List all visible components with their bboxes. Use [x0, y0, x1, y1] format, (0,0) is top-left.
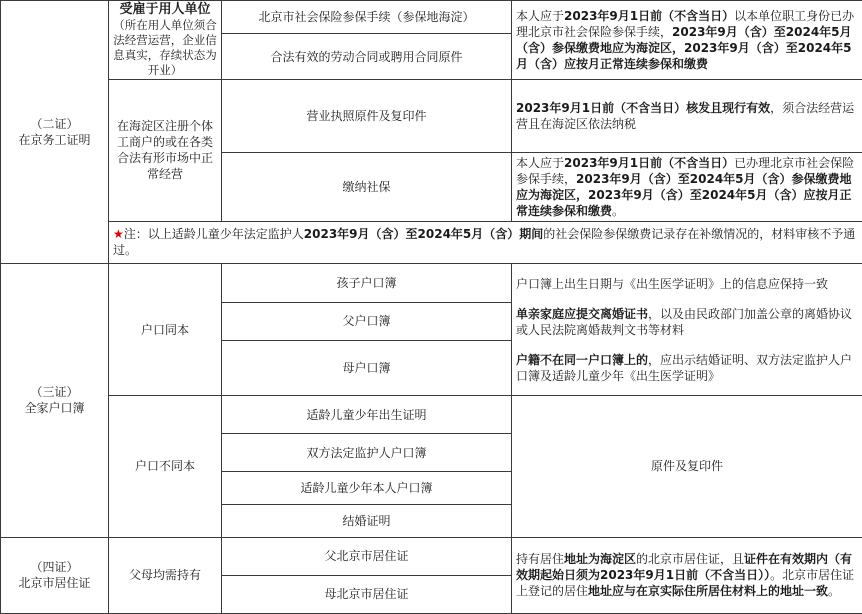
- material-marriage-cert: 结婚证明: [222, 504, 512, 537]
- material-social-insurance: 北京市社会保险参保手续（参保地海淀）: [222, 1, 512, 34]
- material-father-register: 父户口簿: [222, 302, 512, 340]
- same-register-requirement: 户口簿上出生日期与《出生医学证明》上的信息应保持一致 单亲家庭应提交离婚证书，以及由民政部门加盖公章的离婚协议或人民法院离婚裁判文书等材料 户籍不在同一户口簿上的，应出示结婚证明、双方法定监护人户口簿及适龄儿童少年《出生医学证明》: [512, 263, 862, 395]
- different-register-requirement: 原件及复印件: [512, 396, 862, 537]
- same-register-category: 户口同本: [109, 263, 222, 395]
- red-star-icon: ★: [113, 227, 124, 242]
- material-social-security: 缴纳社保: [222, 153, 512, 221]
- employer-requirement: 本人应于2023年9月1日前（不含当日）以本单位职工身份已办理北京市社会保险参保手续，2023年9月（含）至2024年5月（含）参保缴费地应为海淀区，2023年9月（含）至2024年5月（含）应按月正常连续参保和缴费: [512, 1, 862, 80]
- material-mother-register: 母户口簿: [222, 341, 512, 396]
- material-business-license: 营业执照原件及复印件: [222, 80, 512, 153]
- different-register-category: 户口不同本: [109, 396, 222, 537]
- material-child-own-register: 适龄儿童少年本人户口簿: [222, 472, 512, 504]
- section-work-proof-label: （二证） 在京务工证明: [1, 1, 109, 264]
- material-guardians-register: 双方法定监护人户口簿: [222, 434, 512, 472]
- material-child-birth-cert: 适龄儿童少年出生证明: [222, 396, 512, 434]
- section1-note: ★注：以上适龄儿童少年法定监护人2023年9月（含）至2024年5月（含）期间的社会保险参保缴费记录存在补缴情况的，材料审核不予通过。: [109, 221, 862, 263]
- material-father-residence-permit: 父北京市居住证: [222, 537, 512, 575]
- employer-category: [109, 1, 222, 80]
- employer-title: 受雇于用人单位: [119, 2, 211, 18]
- residence-permit-requirement: 持有居住地址为海淀区的北京市居住证，且证件在有效期内（有效期起始日须为2023年9月1日前（不含当日））。北京市居住证上登记的居住地址应与在京实际住所居住材料上的地址一致。: [512, 537, 862, 613]
- employer-note: （所在用人单位须合法经营运营，企业信息真实，存续状态为开业）: [113, 18, 217, 78]
- residence-permit-holders: 父母均需持有: [109, 537, 222, 613]
- section-residence-permit-label: （四证） 北京市居住证: [1, 537, 109, 613]
- business-license-requirement: 2023年9月1日前（不含当日）核发且现行有效，须合法经营运营且在海淀区依法纳税: [512, 80, 862, 153]
- material-labor-contract: 合法有效的劳动合同或聘用合同原件: [222, 34, 512, 80]
- social-security-requirement: 本人应于2023年9月1日前（不含当日）已办理北京市社会保险参保手续，2023年9月（含）至2024年5月（含）参保缴费地应为海淀区，2023年9月（含）至2024年5月（含）应按月正常连续参保和缴费。: [512, 153, 862, 221]
- material-mother-residence-permit: 母北京市居住证: [222, 575, 512, 613]
- material-child-register: 孩子户口簿: [222, 263, 512, 302]
- individual-business-category: 在海淀区注册个体工商户的或在各类合法有形市场中正常经营: [109, 80, 222, 221]
- section-household-register-label: （三证） 全家户口簿: [1, 263, 109, 537]
